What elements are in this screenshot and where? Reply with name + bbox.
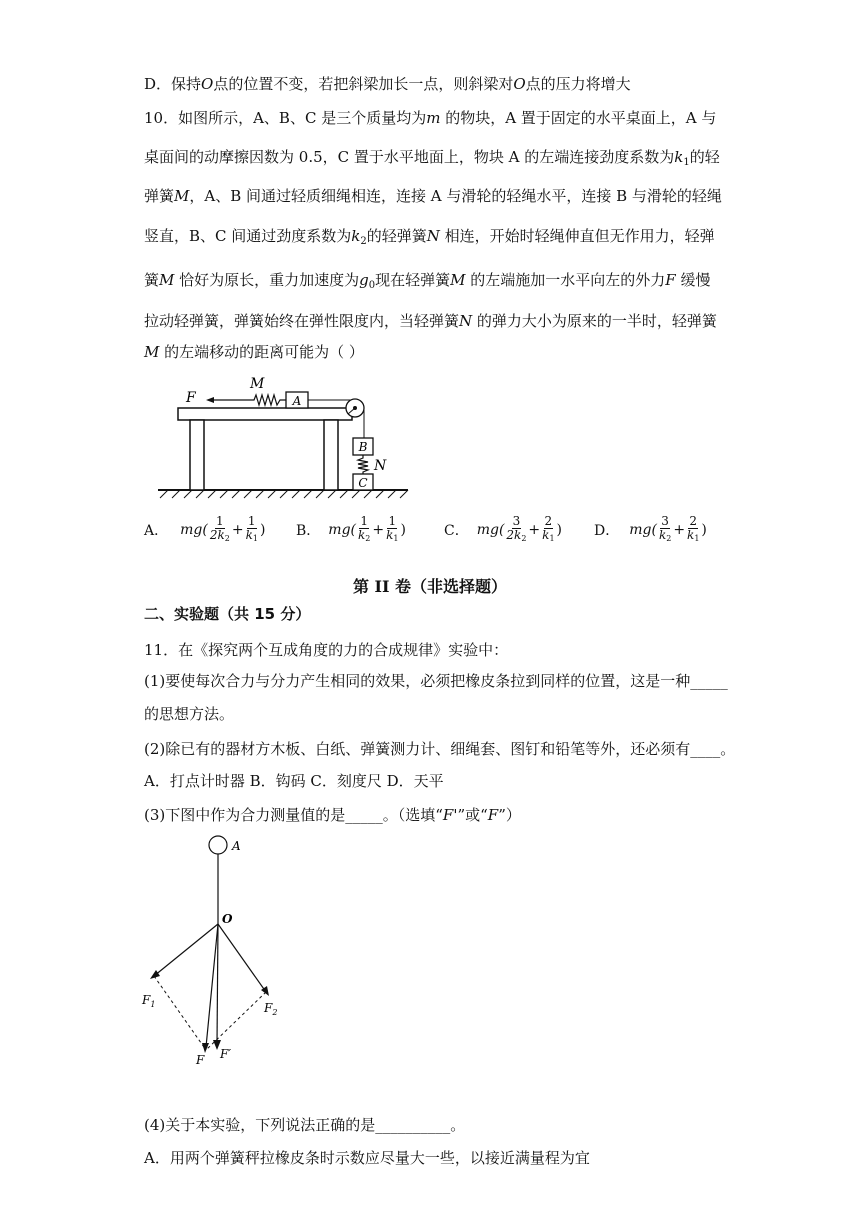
table-top — [178, 408, 352, 420]
force-arrowhead — [206, 397, 214, 403]
force-f — [206, 924, 218, 1047]
table-leg-right — [324, 420, 338, 490]
svg-text:F′: F′ — [220, 1047, 232, 1061]
q10-option-b: B． mg( $\frac{1}{k2}$ + $\frac{1}{k1}$ ) — [296, 514, 406, 543]
q10-line-2: 桌面间的动摩擦因数为 0.5，C 置于水平地面上，物块 A 的左端连接劲度系数为$k_1$的轻 — [144, 148, 720, 168]
q11-part1-line2: 的思想方法。 — [144, 705, 235, 723]
q10-option-a: A． mg( $\frac{1}{2k2}$ + $\frac{1}{k1}$ ) — [144, 514, 266, 543]
dashed-side-1 — [154, 976, 206, 1050]
q11-part2-options: A．打点计时器 B．钩码 C．刻度尺 D．天平 — [144, 772, 444, 790]
q10-line-6: 拉动轻弹簧，弹簧始终在弹性限度内，当轻弹簧N 的弹力大小为原来的一半时，轻弹簧 — [144, 312, 717, 330]
q10-line-4: 竖直，B、C 间通过劲度系数为$k_2$的轻弹簧N 相连，开始时轻绳伸直但无作用力，轻弹 — [144, 227, 715, 247]
table-leg-left — [190, 420, 204, 490]
peg-a — [209, 836, 227, 854]
q10-table-diagram — [150, 370, 420, 505]
ground-hatch — [160, 490, 408, 498]
q11-part3: (3)下图中作为合力测量值的是_____。（选填“F'”或“F”） — [144, 806, 521, 824]
svg-text:C: C — [358, 476, 368, 490]
q11-part4: (4)关于本实验，下列说法正确的是__________。 — [144, 1116, 466, 1134]
q10-option-d: D． mg( $\frac{3}{k2}$ + $\frac{2}{k1}$ ) — [594, 514, 707, 543]
q10-line-3: 弹簧M，A、B 间通过轻质细绳相连，连接 A 与滑轮的轻绳水平，连接 B 与滑轮的轻绳 — [144, 187, 722, 205]
svg-text:F2: $F_2$ — [264, 1001, 278, 1017]
q11-part1-line1: (1)要使每次合力与分力产生相同的效果，必须把橡皮条拉到同样的位置，这是一种_____ — [144, 672, 728, 690]
svg-text:F: F — [196, 1053, 205, 1064]
svg-text:A: A — [292, 394, 302, 408]
section2-title: 二、实验题（共 15 分） — [144, 605, 311, 623]
force-f-prime — [217, 924, 218, 1044]
q10-line-7: M 的左端移动的距离可能为（ ） — [144, 343, 364, 361]
q10-line-5: 簧M 恰好为原长，重力加速度为$g_0$现在轻弹簧M 的左端施加一水平向左的外力F 缓慢 — [144, 271, 711, 291]
q11-force-diagram — [140, 832, 300, 1064]
svg-text:O: O — [222, 912, 233, 926]
q11-part4-option-a: A．用两个弹簧秤拉橡皮条时示数应尽量大一些，以接近满量程为宜 — [144, 1149, 590, 1167]
spring-n — [358, 455, 368, 474]
part2-title: 第 II 卷（非选择题） — [352, 577, 508, 596]
svg-text:F1: $F_1$ — [142, 993, 156, 1009]
q9-option-d: D．保持O点的位置不变，若把斜梁加长一点，则斜梁对O点的压力将增大 — [144, 75, 631, 93]
q10-option-c: C． mg( $\frac{3}{2k2}$ + $\frac{2}{k1}$ ) — [444, 514, 562, 543]
svg-text:A: A — [232, 839, 241, 853]
q10-line-1: 10．如图所示，A、B、C 是三个质量均为m 的物块，A 置于固定的水平桌面上，A 与 — [144, 109, 717, 127]
svg-text:M: M — [250, 376, 265, 392]
svg-text:B: B — [358, 440, 368, 454]
spring-m — [248, 395, 286, 405]
svg-text:F: F — [186, 390, 196, 406]
svg-text:N: N — [374, 458, 387, 474]
q11-intro: 11．在《探究两个互成角度的力的合成规律》实验中： — [144, 641, 509, 659]
force-f2 — [218, 924, 266, 992]
q11-part2: (2)除已有的器材方木板、白纸、弹簧测力计、细绳套、图钉和铅笔等外，还必须有____。 — [144, 740, 736, 758]
force-f1 — [154, 924, 218, 976]
